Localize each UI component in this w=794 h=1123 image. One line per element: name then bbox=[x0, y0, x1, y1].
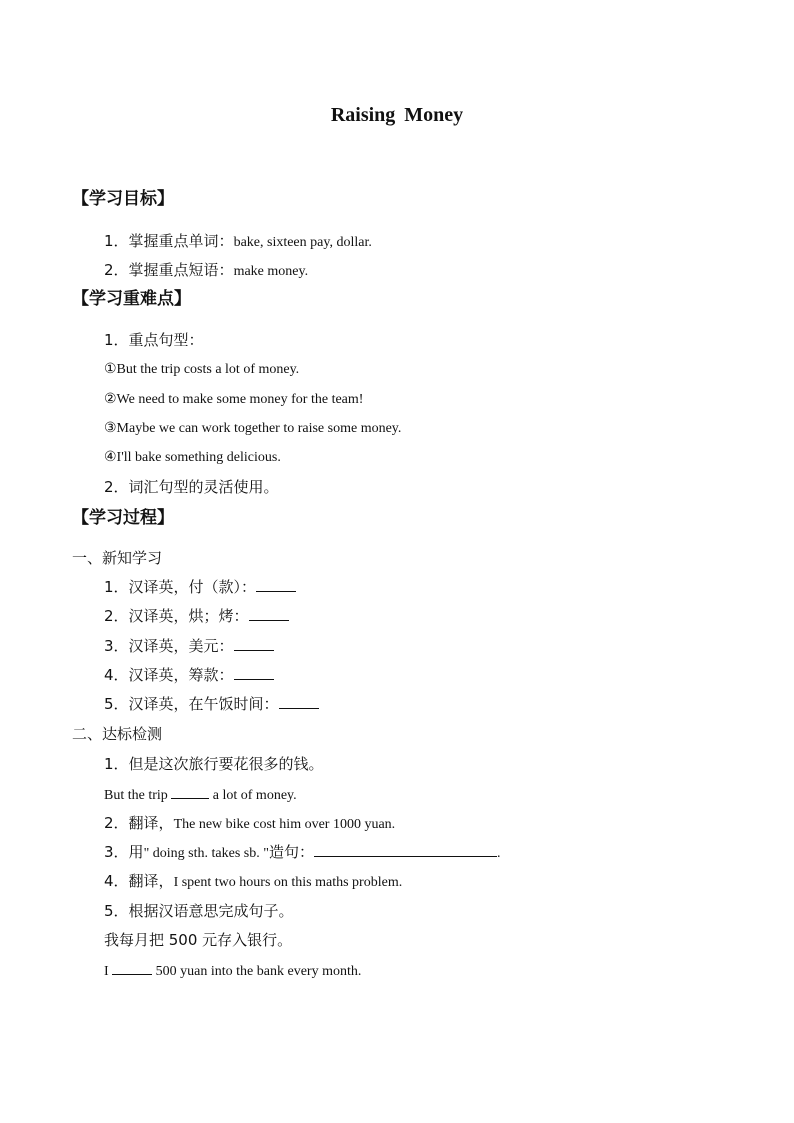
new-learning-item-5 bbox=[104, 694, 319, 716]
objective-label: 掌握重点单词： bbox=[128, 232, 234, 250]
sentence-end: 500 yuan into the bank every month. bbox=[155, 964, 362, 979]
new-learning-item-1 bbox=[104, 577, 296, 599]
question-label: 用 bbox=[128, 843, 144, 861]
page-title: Raising Money bbox=[330, 104, 464, 126]
item-number: 2． bbox=[104, 814, 129, 832]
test-item-3 bbox=[104, 842, 500, 864]
question-text: 根据汉语意思完成句子。 bbox=[128, 902, 294, 920]
question-label: 翻译， bbox=[128, 814, 174, 832]
question-label: 翻译， bbox=[128, 872, 174, 890]
question-label: 造句： bbox=[268, 843, 314, 861]
test-item-1 bbox=[104, 754, 324, 776]
answer-blank[interactable] bbox=[234, 636, 274, 651]
answer-blank[interactable] bbox=[314, 842, 497, 857]
test-item-5-english bbox=[104, 960, 361, 982]
answer-blank[interactable] bbox=[234, 665, 274, 680]
key-sentence-2: ②We need to make some money for the team! bbox=[104, 392, 364, 407]
item-number: 5． bbox=[104, 695, 129, 713]
test-item-5 bbox=[104, 901, 294, 923]
question-text: The new bike cost him over 1000 yuan. bbox=[173, 817, 396, 832]
question-text: 汉译英，烘；烤： bbox=[128, 607, 249, 625]
item-number: 4． bbox=[104, 666, 129, 684]
objective-label: 掌握重点短语： bbox=[128, 261, 234, 279]
item-number: 5． bbox=[104, 902, 129, 920]
key-sentence-4: ④I'll bake something delicious. bbox=[104, 450, 281, 465]
test-item-4 bbox=[104, 871, 402, 893]
key-sentence-1: ①But the trip costs a lot of money. bbox=[104, 362, 300, 377]
answer-blank[interactable] bbox=[112, 960, 152, 975]
question-text: 但是这次旅行要花很多的钱。 bbox=[128, 755, 324, 773]
answer-blank[interactable] bbox=[171, 784, 209, 799]
new-learning-item-4 bbox=[104, 665, 274, 687]
test-item-1-english bbox=[104, 784, 297, 806]
objective-item-2 bbox=[104, 260, 308, 282]
difficulties-heading: 【学习重难点】 bbox=[72, 289, 191, 309]
answer-blank[interactable] bbox=[256, 577, 296, 592]
question-text: " doing sth. takes sb. " bbox=[143, 846, 269, 861]
answer-blank[interactable] bbox=[249, 606, 289, 621]
difficulty-item-2 bbox=[104, 477, 279, 499]
key-sentence-3: ③Maybe we can work together to raise some money. bbox=[104, 421, 402, 436]
part2-heading: 二、达标检测 bbox=[72, 725, 163, 743]
item-number: 2． bbox=[104, 607, 129, 625]
objective-item-1 bbox=[104, 231, 372, 253]
question-text: 汉译英，筹款： bbox=[128, 666, 234, 684]
process-heading: 【学习过程】 bbox=[72, 508, 174, 528]
item-number: 1． bbox=[104, 578, 129, 596]
objectives-heading: 【学习目标】 bbox=[72, 189, 174, 209]
new-learning-item-3 bbox=[104, 636, 274, 658]
item-number: 2． bbox=[104, 478, 129, 496]
question-text: 汉译英，付（款）： bbox=[128, 578, 257, 596]
objective-text: make money. bbox=[233, 264, 309, 279]
answer-blank[interactable] bbox=[279, 694, 319, 709]
difficulty-label: 词汇句型的灵活使用。 bbox=[128, 478, 279, 496]
item-number: 3． bbox=[104, 843, 129, 861]
item-number: 1． bbox=[104, 232, 129, 250]
new-learning-item-2 bbox=[104, 606, 289, 628]
item-number: 3． bbox=[104, 637, 129, 655]
item-number: 1． bbox=[104, 755, 129, 773]
sentence-end: a lot of money. bbox=[212, 788, 297, 803]
sentence-start: I bbox=[104, 964, 109, 979]
part1-heading: 一、新知学习 bbox=[72, 549, 163, 567]
question-text: 汉译英，美元： bbox=[128, 637, 234, 655]
item-number: 2． bbox=[104, 261, 129, 279]
objective-text: bake, sixteen pay, dollar. bbox=[233, 235, 372, 250]
sentence-start: But the trip bbox=[104, 788, 168, 803]
question-text: I spent two hours on this maths problem. bbox=[173, 875, 403, 890]
item-number: 4． bbox=[104, 872, 129, 890]
difficulty-label: 重点句型： bbox=[128, 331, 204, 349]
item-number: 1． bbox=[104, 331, 129, 349]
question-text: 汉译英，在午饭时间： bbox=[128, 695, 279, 713]
test-item-2 bbox=[104, 813, 395, 835]
test-item-5-chinese-sentence: 我每月把 500 元存入银行。 bbox=[104, 931, 293, 949]
sentence-end: . bbox=[496, 846, 501, 861]
difficulty-item-1 bbox=[104, 330, 204, 352]
